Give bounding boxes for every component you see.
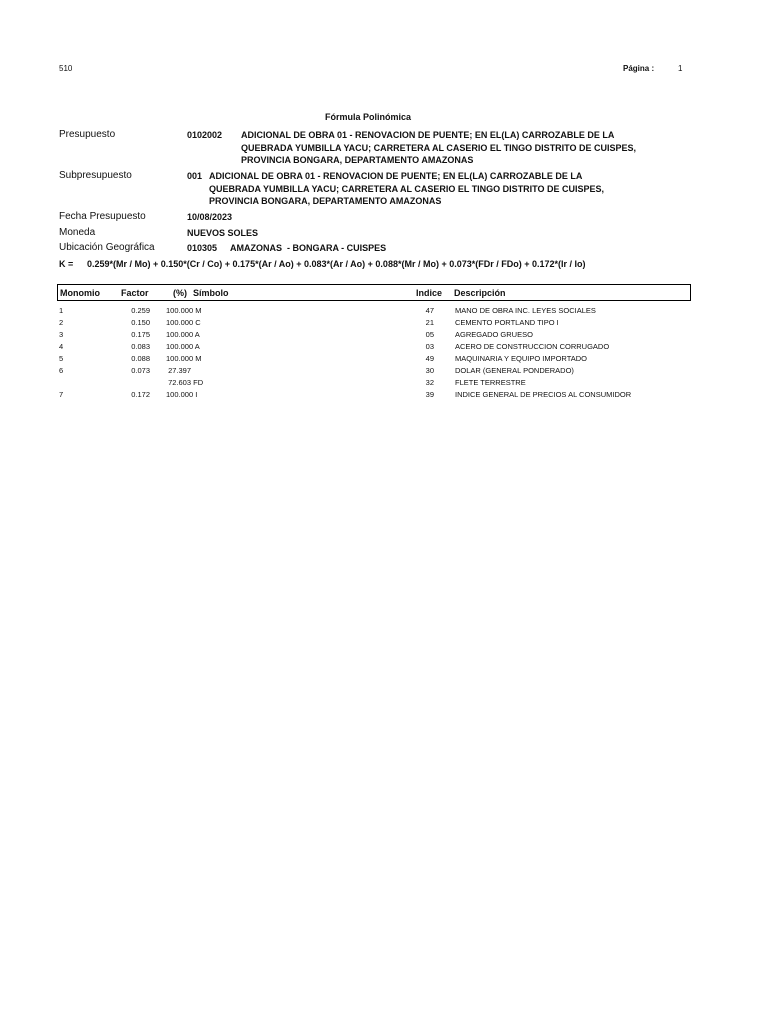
header-indice: Indice	[416, 288, 443, 298]
cell-pct: 100.000 A	[166, 342, 200, 351]
cell-monomio: 5	[59, 354, 64, 363]
cell-pct: 100.000 M	[166, 306, 202, 315]
cell-monomio: 6	[59, 366, 64, 375]
ubicacion-value: AMAZONAS - BONGARA - CUISPES	[230, 243, 387, 253]
cell-pct: 72.603 FD	[166, 378, 204, 387]
cell-factor: 0.172	[131, 390, 150, 399]
cell-indice: 49	[425, 354, 434, 363]
cell-factor: 0.150	[131, 318, 150, 327]
moneda-value: NUEVOS SOLES	[187, 228, 259, 238]
cell-monomio: 4	[59, 342, 64, 351]
cell-monomio: 2	[59, 318, 64, 327]
presupuesto-code: 0102002	[187, 130, 223, 140]
cell-descripcion: MAQUINARIA Y EQUIPO IMPORTADO	[455, 354, 587, 363]
cell-pct: 100.000 C	[166, 318, 201, 327]
formula-k-label: K =	[59, 259, 74, 269]
header-monomio: Monomio	[60, 288, 100, 298]
page-number: 1	[678, 64, 683, 73]
report-code: 510	[59, 64, 73, 73]
cell-indice: 30	[425, 366, 434, 375]
moneda-label: Moneda	[59, 227, 96, 238]
presupuesto-line: PROVINCIA BONGARA, DEPARTAMENTO AMAZONAS	[241, 155, 474, 165]
cell-factor: 0.175	[131, 330, 150, 339]
cell-descripcion: CEMENTO PORTLAND TIPO I	[455, 318, 559, 327]
table-row	[0, 318, 768, 330]
cell-descripcion: DOLAR (GENERAL PONDERADO)	[455, 366, 574, 375]
presupuesto-line: QUEBRADA YUMBILLA YACU; CARRETERA AL CASERIO EL TINGO DISTRITO DE CUISPES,	[241, 142, 637, 153]
fecha-value: 10/08/2023	[187, 212, 233, 222]
cell-indice: 21	[425, 318, 434, 327]
subpresupuesto-line: PROVINCIA BONGARA, DEPARTAMENTO AMAZONAS	[209, 196, 442, 206]
cell-descripcion: INDICE GENERAL DE PRECIOS AL CONSUMIDOR	[455, 390, 632, 399]
cell-pct: 100.000 A	[166, 330, 200, 339]
table-row	[0, 354, 768, 366]
cell-factor: 0.259	[131, 306, 150, 315]
presupuesto-label: Presupuesto	[59, 129, 116, 140]
cell-indice: 05	[425, 330, 434, 339]
header-descripcion: Descripción	[454, 288, 506, 298]
subpresupuesto-label: Subpresupuesto	[59, 170, 132, 181]
formula-line	[59, 259, 586, 269]
cell-pct: 100.000 I	[166, 390, 198, 399]
cell-descripcion: AGREGADO GRUESO	[455, 330, 533, 339]
cell-indice: 03	[425, 342, 434, 351]
header-pct: (%)	[173, 288, 187, 298]
cell-descripcion: FLETE TERRESTRE	[455, 378, 526, 387]
presupuesto-description	[241, 129, 636, 167]
cell-pct: 27.397	[166, 366, 192, 375]
subpresupuesto-description	[209, 170, 604, 208]
table-row	[0, 330, 768, 342]
table-row	[0, 390, 768, 402]
subpresupuesto-line: ADICIONAL DE OBRA 01 - RENOVACION DE PUENTE; EN EL(LA) CARROZABLE DE LA	[209, 171, 583, 181]
cell-pct: 100.000 M	[166, 354, 202, 363]
page-title: Fórmula Polinómica	[324, 112, 411, 122]
cell-descripcion: MANO DE OBRA INC. LEYES SOCIALES	[455, 306, 596, 315]
page-label: Página :	[623, 64, 655, 73]
cell-monomio: 7	[59, 390, 64, 399]
fecha-label: Fecha Presupuesto	[59, 211, 146, 222]
header-simbolo: Símbolo	[193, 288, 229, 298]
cell-monomio: 3	[59, 330, 64, 339]
cell-factor: 0.073	[131, 366, 150, 375]
table-row	[0, 306, 768, 318]
subpresupuesto-line: QUEBRADA YUMBILLA YACU; CARRETERA AL CASERIO EL TINGO DISTRITO DE CUISPES,	[209, 183, 605, 194]
table-row	[0, 366, 768, 378]
formula-expression: 0.259*(Mr / Mo) + 0.150*(Cr / Co) + 0.175*(Ar / Ao) + 0.083*(Ar / Ao) + 0.088*(Mr / Mo) + 0.073*(FDr / FDo) + 0.172*(Ir / Io)	[87, 259, 586, 269]
header-factor: Factor	[121, 288, 149, 298]
cell-descripcion: ACERO DE CONSTRUCCION CORRUGADO	[455, 342, 610, 351]
cell-factor: 0.088	[131, 354, 150, 363]
ubicacion-label: Ubicación Geográfica	[59, 242, 155, 253]
presupuesto-line: ADICIONAL DE OBRA 01 - RENOVACION DE PUENTE; EN EL(LA) CARROZABLE DE LA	[241, 130, 615, 140]
table-header	[57, 284, 691, 301]
table-row	[0, 378, 768, 390]
cell-indice: 47	[425, 306, 434, 315]
ubicacion-code: 010305	[187, 243, 218, 253]
cell-indice: 32	[425, 378, 434, 387]
cell-indice: 39	[425, 390, 434, 399]
subpresupuesto-code: 001	[187, 171, 203, 181]
cell-monomio: 1	[59, 306, 64, 315]
cell-factor: 0.083	[131, 342, 150, 351]
table-row	[0, 342, 768, 354]
